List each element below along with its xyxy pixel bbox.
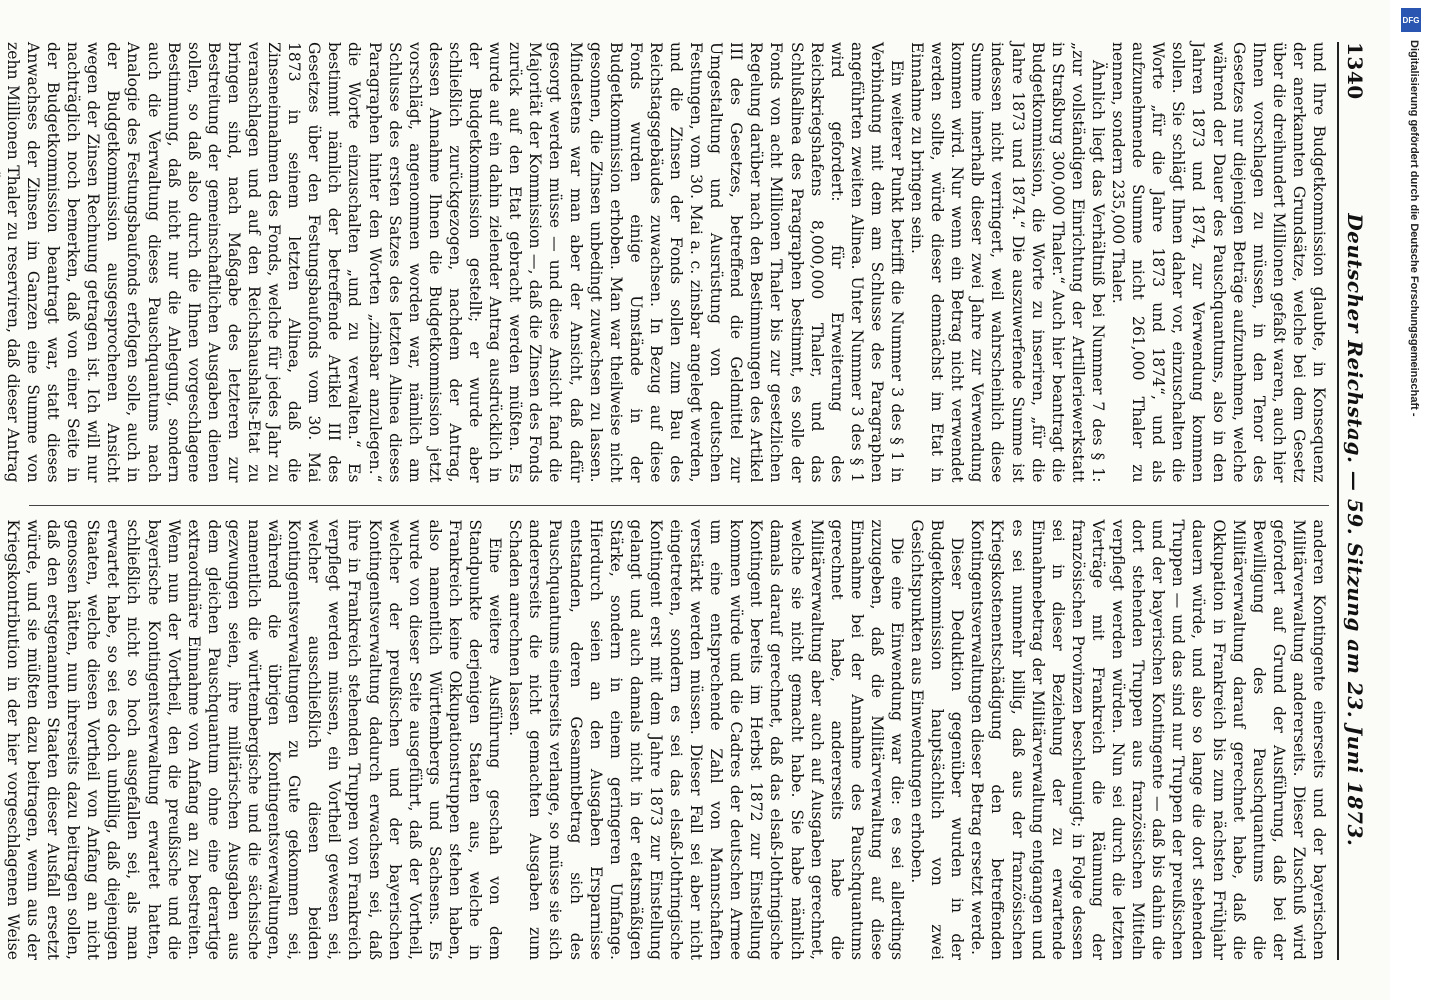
dfg-logo: DFG — [1401, 8, 1421, 32]
page-number: 1340 — [1343, 42, 1367, 100]
paragraph: anderen Kontingente einerseits und der bayerischen Militärverwaltung andererseits. Dieser Zuschuß wird gefordert auf Grund der Ausführung, daß bei der Bewilligung des Pauschquantums die Militärverwaltung darauf gerechnet habe, daß die Okkupation in Frankreich bis zum nächsten Frühjahr dauern würde, und also so lange die dort stehenden Truppen — und das sind nur Truppen der preußischen und der bayerischen Kontingente — daß bis dahin die dort stehenden Truppen aus französischen Mitteln verpflegt werden würden. Nun sei durch die letzten Verträge mit Frankreich die Räumung der französischen Provinzen beschleunigt; in Folge dessen sei in dieser Beziehung der zu erwartende Einnahmebetrag der Militärverwaltung entgangen und es sei nunmehr billig, daß aus der französischen Kriegskostenentschädigung den betreffenden Kontingentsverwaltungen dieser Betrag ersetzt werde. — [968, 519, 1328, 960]
page-header — [1337, 42, 1367, 960]
paragraph: Die eine Einwendung war die: es sei allerdings zuzugeben, daß die Militärverwaltung auf diese Einnahme bei der Annahme des Pauschquantums gerechnet habe, andererseits habe die Militärverwaltung aber auch auf Ausgaben gerechnet, welche sie nicht gemacht habe. Sie habe nämlich damals darauf gerechnet, daß das elsaß-lothringische Kontingent bereits im Herbst 1872 zur Einstellung kommen würde und die Cadres der deutschen Armee um eine entsprechende Zahl von Mannschaften verstärkt werden müssen. Dieser Fall sei aber nicht eingetreten, sondern es sei das elsaß-lothringische Kontingent erst mit dem Jahre 1873 zur Einstellung gelangt und auch damals nicht in der etatsmäßigen Stärke, sondern in einem geringeren Umfange. Hierdurch seien an den Ausgaben Ersparnisse entstanden, deren Gesammtbetrag sich des Pauschquantums einerseits verlange, so müsse sie sich andererseits die nicht gemachten Ausgaben zum Schaden anrechnen lassen. — [506, 519, 907, 960]
page-title: Deutscher Reichstag. — 59. Sitzung am 23. Juni 1873. — [1343, 213, 1367, 847]
paragraph: Dieser Deduktion gegenüber wurden in der Budgetkommission hauptsächlich von zwei Gesichtspunkten aus Einwendungen erhoben. — [908, 519, 967, 960]
paragraph: Eine weitere Ausführung geschah von dem Standpunkte derjenigen Staaten aus, welche in Frankreich keine Okkupationstruppen stehen haben, also namentlich Württembergs und Sachsens. Es wurde von dieser Seite ausgeführt, daß der Vortheil, welcher der preußischen und der bayerischen Kontingentsverwaltung dadurch erwachsen sei, daß ihre in Frankreich stehenden Truppen von Frankreich verpflegt werden müssen, ein Vortheil gewesen sei, welcher ausschließlich diesen beiden Kontingentsverwaltungen zu Gute gekommen sei, während die übrigen Kontingentsverwaltungen, namentlich die württembergische und die sächsische gezwungen seien, ihre militärischen Ausgaben aus dem gleichen Pauschquantum ohne eine derartige extraordinäre Einnahme von Anfang an zu bestreiten. Wenn nun der Vortheil, den die preußische und die bayerische Kontingentsverwaltung erwartet hatten, schließlich nicht so hoch ausgefallen sei, als man erwartet habe, so sei es doch unbillig, daß diejenigen Staaten, welche diesen Vortheil von Anfang an nicht genossen hätten, nun ihrerseits dazu beitragen sollen, daß den erstgenannten Staaten dieser Ausfall ersetzt würde, und sie müßten dazu beitragen, wenn aus der Kriegskontribution in der hier vorgeschlagenen Weise — [3, 519, 505, 960]
paragraph: und Ihre Budgetkommission glaubte, in Konsequenz der anerkannten Grundsätze, welche bei dem Gesetz über die dreihundert Millionen gefaßt waren, auch hier Ihnen vorschlagen zu müssen, in den Tenor des Gesetzes nur diejenigen Beträge aufzunehmen, welche während der Dauer des Pauschquantums, also in den Jahren 1873 und 1874, zur Verwendung kommen sollen. Sie schlägt Ihnen daher vor, einzuschalten die Worte „für die Jahre 1873 und 1874“, und als aufzunehmende Summe nicht 261,000 Thaler zu nennen, sondern 235,000 Thaler. — [1109, 42, 1328, 483]
paragraph: Ähnlich liegt das Verhältniß bei Nummer 7 des § 1: „zur vollständigen Einrichtung der Artilleriewerkstatt in Straßburg 300,000 Thaler.“ Auch hier beantragt die Budgetkommission, die Worte zu inseriren, „für die Jahre 1873 und 1874.“ Die auszuwerfende Summe ist indessen nicht verringert, weil wahrscheinlich diese Summe innerhalb dieser zwei Jahre zur Verwendung kommen wird. Nur wenn ein Betrag nicht verwendet werden sollte, würde dieser demnächst im Etat in Einnahme zu bringen sein. — [908, 42, 1107, 483]
digitization-credit — [1390, 0, 1432, 1000]
right-column — [3, 505, 1329, 961]
credit-text: Digitalisierung gefördert durch die Deutsche Forschungsgemeinschaft - — [1408, 40, 1420, 417]
left-column — [3, 42, 1329, 483]
paragraph: Ein weiterer Punkt betrifft die Nummer 3 des § 1 in Verbindung mit dem am Schlusse des Paragraphen angeführten zweiten Alinea. Unter Nummer 3 des § 1 wird gefordert: für Erweiterung des Reichskriegshafens 8,000,000 Thaler, und das Schlußalinea des Paragraphen bestimmt, es solle der Fonds von acht Millionen Thaler bis zur gesetzlichen Regelung darüber nach den Bestimmungen des Artikel III des Gesetzes, betreffend die Geldmittel zur Umgestaltung und Ausrüstung von deutschen Festungen, vom 30. Mai a. c. zinsbar angelegt werden, und die Zinsen der Fonds sollen zum Bau des Reichstagsgebäudes zuwachsen. In Bezug auf diese Fonds wurden einige Umstände in der Budgetkommission erhoben. Man war theilweise nicht gesonnen, die Zinsen unbedingt zuwachsen zu lassen. Mindestens war man aber der Ansicht, daß dafür gesorgt werden müsse — und diese Ansicht fand die Majorität der Kommission —, daß die Zinsen des Fonds zurück auf den Etat gebracht werden müßten. Es wurde auf ein dahin zielender Antrag ausdrücklich in der Budgetkommission gestellt; er wurde aber schließlich zurückgezogen, nachdem der Antrag, dessen Annahme Ihnen die Budgetkommission jetzt vorschlägt, angenommen worden war, nämlich am Schlusse des ersten Satzes des letzten Alinea dieses Paragraphen hinter den Worten „zinsbar anzulegen.“ die Worte einzuschalten „und zu verwalten.“ Es bestimmt nämlich der betreffende Artikel III des Gesetzes über den Festungsbaufonds vom 30. Mai 1873 in seinem letzten Alinea, daß die Zinseneinnahmen des Fonds, welche für jedes Jahr zu veranschlagen und auf den Reichshaushalts-Etat zu bringen sind, nach Maßgabe des letzteren zur Bestreitung der gemeinschaftlichen Ausgaben dienen sollen, so daß also durch die Ihnen vorgeschlagene Bestimmung, daß nicht nur die Anlegung, sondern auch die Verwaltung dieses Pauschquantums nach Analogie des Festungsbaufonds erfolgen solle, auch in der Budgetkommission ausgesprochenen Ansicht wegen der Zinsen Rechnung getragen ist. Ich will nur nachträglich noch bemerken, daß von einer Seite in der Budgetkommission beantragt war, statt dieses Anwachses der Zinsen im Ganzen eine Summe von zehn Millionen Thaler zu reserviren, daß dieser Antrag — [3, 42, 907, 483]
text-columns — [3, 42, 1329, 960]
